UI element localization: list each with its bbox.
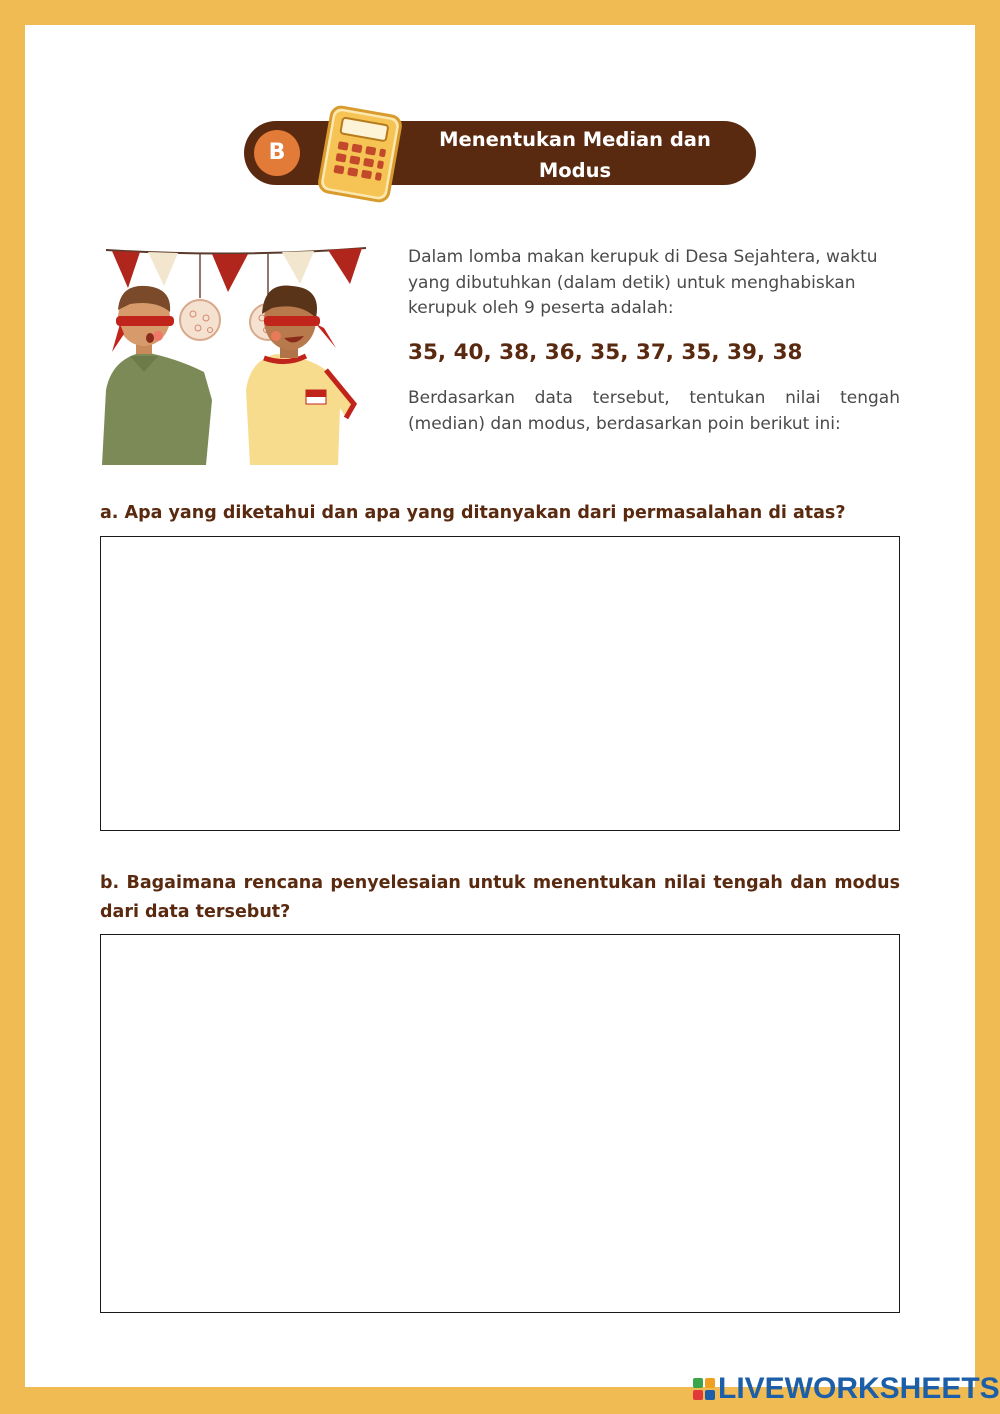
- section-title: Menentukan Median dan Modus: [439, 128, 711, 182]
- answer-box-a[interactable]: [100, 536, 900, 831]
- calculator-icon: [315, 105, 405, 203]
- problem-statement: Dalam lomba makan kerupuk di Desa Sejahtera, waktu yang dibutuhkan (dalam detik) untuk menghabiskan kerupuk oleh 9 peserta adalah:: [408, 247, 878, 318]
- boy-yellow-shirt-figure: [246, 286, 354, 465]
- question-a: a. Apa yang diketahui dan apa yang ditanyakan dari permasalahan di atas?: [100, 503, 846, 523]
- data-values: 35, 40, 38, 36, 35, 37, 35, 39, 38: [408, 340, 803, 365]
- instruction-text: Berdasarkan data tersebut, tentukan nilai tengah (median) dan modus, berdasarkan poin berikut ini:: [408, 388, 900, 434]
- liveworksheets-watermark: [692, 1373, 1000, 1405]
- watermark-text: LIVEWORKSHEETS: [718, 1372, 1000, 1405]
- section-badge: B: [254, 130, 300, 176]
- question-b: b. Bagaimana rencana penyelesaian untuk menentukan nilai tengah dan modus dari data tersebut?: [100, 873, 900, 922]
- bunting-flags-icon: [112, 248, 362, 292]
- kerupuk-contest-illustration: [100, 240, 372, 465]
- liveworksheets-logo-icon: [692, 1377, 716, 1401]
- answer-box-b[interactable]: [100, 934, 900, 1313]
